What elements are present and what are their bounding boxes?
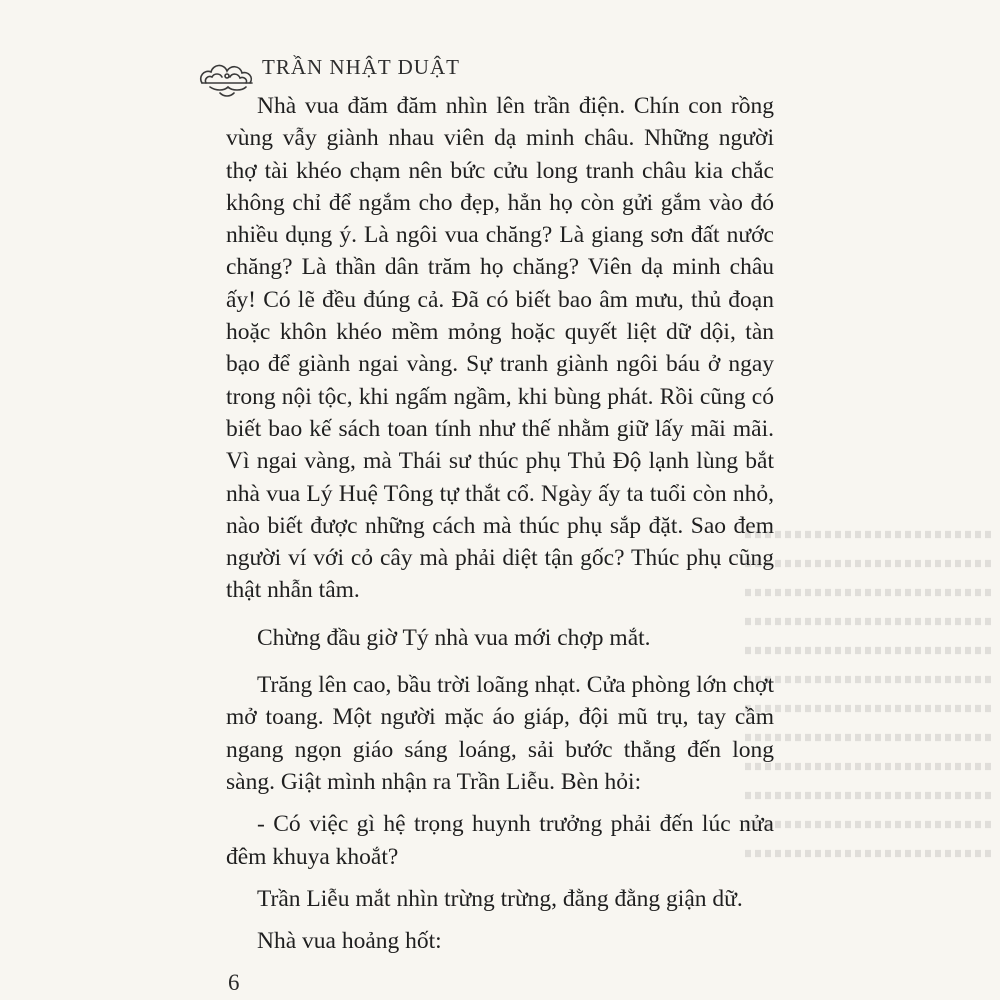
paragraph: Nhà vua đăm đăm nhìn lên trần điện. Chín con rồng vùng vẫy giành nhau viên dạ minh châu. Những người thợ tài khéo chạm nên bức cửu long tranh châu kia chắc không chỉ để ngắm cho đẹp, hẳn họ còn gửi gắm vào đó nhiều dụng ý. Là ngôi vua chăng? Là giang sơn đất nước chăng? Là thần dân trăm họ chăng? Viên dạ minh châu ấy! Có lẽ đều đúng cả. Đã có biết bao âm mưu, thủ đoạn hoặc khôn khéo mềm mỏng hoặc quyết liệt dữ dội, tàn bạo để giành ngai vàng. Sự tranh giành ngôi báu ở ngay trong nội tộc, khi ngấm ngầm, khi bùng phát. Rồi cũng có biết bao kế sách toan tính như thế nhằm giữ lấy mãi mãi. Vì ngai vàng, mà Thái sư thúc phụ Thủ Độ lạnh lùng bắt nhà vua Lý Huệ Tông tự thắt cổ. Ngày ấy ta tuổi còn nhỏ, nào biết được những cách mà thúc phụ sắp đặt. Sao đem người ví với cỏ cây mà phải diệt tận gốc? Thúc phụ cũng thật nhẫn tâm. <box>226 93 774 604</box>
body-text <box>226 90 774 957</box>
show-through-text <box>745 520 995 880</box>
paragraph: Nhà vua hoảng hốt: <box>257 928 442 955</box>
running-head-title: TRẦN NHẬT DUẬT <box>262 54 460 79</box>
paragraph: Chừng đầu giờ Tý nhà vua mới chợp mắt. <box>257 624 651 651</box>
paragraph: Trăng lên cao, bầu trời loãng nhạt. Cửa phòng lớn chợt mở toang. Một người mặc áo giáp, đội mũ trụ, tay cầm ngang ngọn giáo sáng loáng, sải bước thẳng đến long sàng. Giật mình nhận ra Trần Liễu. Bèn hỏi: <box>226 672 774 795</box>
dialogue-paragraph: - Có việc gì hệ trọng huynh trưởng phải đến lúc nửa đêm khuya khoắt? <box>226 811 774 870</box>
page-number: 6 <box>228 970 240 995</box>
paragraph: Trần Liễu mắt nhìn trừng trừng, đằng đằng giận dữ. <box>257 885 743 912</box>
